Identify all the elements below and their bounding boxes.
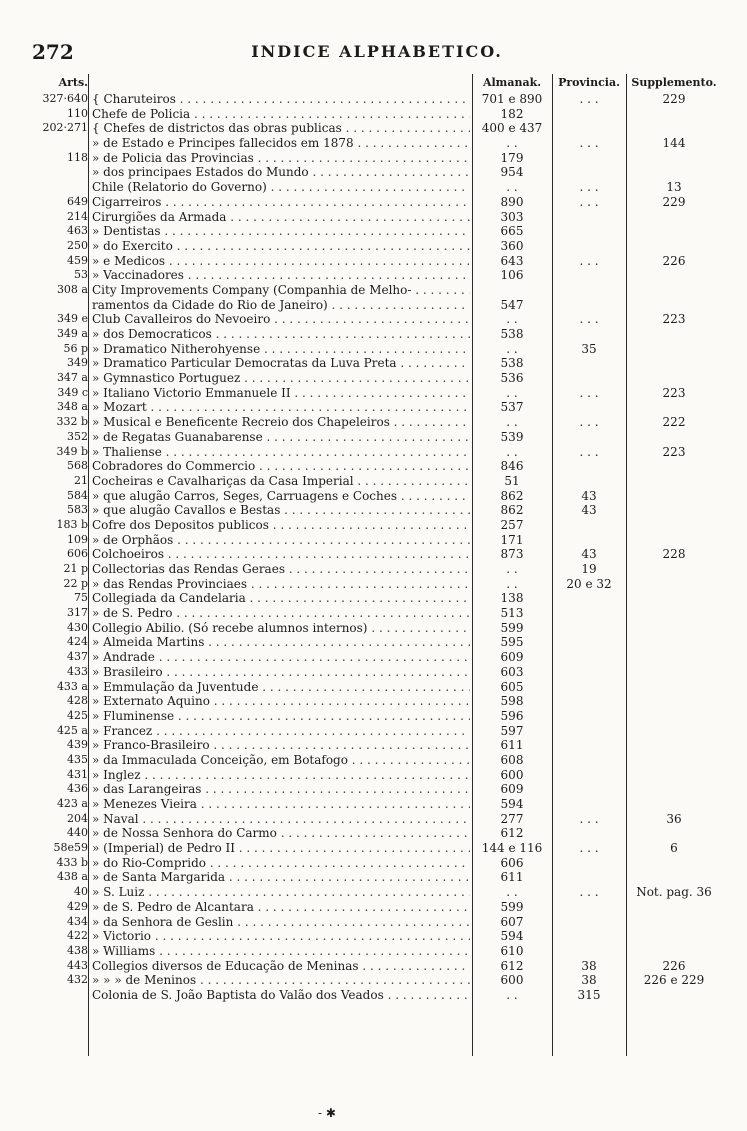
table-row xyxy=(30,797,720,812)
row-almanak-page: . . xyxy=(506,136,518,151)
row-art-number: 434 xyxy=(67,914,88,928)
column-header-almanak: Almanak. xyxy=(482,76,542,89)
table-row xyxy=(30,988,720,1003)
row-provincia-page: 43 xyxy=(581,547,597,562)
row-art-number: 110 xyxy=(67,106,88,120)
row-entry: Club Cavalleiros do Nevoeiro . . . xyxy=(92,312,470,327)
row-entry: Collectorias das Rendas Geraes . . . xyxy=(92,562,470,577)
row-almanak-page: 608 xyxy=(500,752,524,767)
row-art-number: 308 a xyxy=(56,282,88,296)
row-almanak-page: 643 xyxy=(500,253,524,268)
table-row xyxy=(30,224,720,239)
table-row xyxy=(30,489,720,504)
row-art-number: 440 xyxy=(67,826,88,840)
row-supplemento-page: 223 xyxy=(662,444,686,459)
table-row xyxy=(30,533,720,548)
table-row xyxy=(30,768,720,783)
row-entry: Collegio Abilio. (Só recebe alumnos internos) . . . xyxy=(92,621,470,636)
row-art-number: 352 xyxy=(67,429,88,443)
row-almanak-page: 701 e 890 xyxy=(481,92,543,106)
column-header-arts: Arts. xyxy=(58,76,88,89)
table-row xyxy=(30,885,720,900)
row-entry: » dos Democraticos . . . xyxy=(92,327,470,342)
row-art-number: 425 xyxy=(67,708,88,722)
table-row xyxy=(30,724,720,739)
row-art-number: 433 b xyxy=(56,855,88,869)
table-row xyxy=(30,856,720,871)
row-almanak-page: 606 xyxy=(500,855,524,870)
row-provincia-page: . . . xyxy=(579,885,599,900)
table-row xyxy=(30,577,720,592)
row-supplemento-page: 229 xyxy=(662,92,686,106)
row-almanak-page: . . xyxy=(506,562,518,576)
row-art-number: 428 xyxy=(67,694,88,708)
row-entry: » Andrade . . . xyxy=(92,650,470,665)
row-almanak-page: 603 xyxy=(500,664,524,679)
row-almanak-page: 873 xyxy=(500,547,524,562)
row-entry: » Dentistas . . . xyxy=(92,224,470,239)
row-provincia-page: 43 xyxy=(581,503,597,518)
row-supplemento-page: 13 xyxy=(666,180,682,195)
table-row xyxy=(30,665,720,680)
row-almanak-page: 609 xyxy=(500,782,524,797)
table-row xyxy=(30,400,720,415)
row-entry: » Menezes Vieira . . . xyxy=(92,797,470,812)
row-almanak-page: 51 xyxy=(504,473,520,488)
row-art-number: 649 xyxy=(67,194,88,208)
table-row xyxy=(30,973,720,988)
row-almanak-page: 598 xyxy=(500,694,524,709)
row-art-number: 436 xyxy=(67,782,88,796)
row-almanak-page: 600 xyxy=(500,973,524,988)
row-almanak-page: 609 xyxy=(500,650,524,665)
row-entry: » Almeida Martins . . . xyxy=(92,635,470,650)
table-row xyxy=(30,591,720,606)
row-provincia-page: . . . xyxy=(579,811,599,826)
table-row xyxy=(30,782,720,797)
table-row xyxy=(30,92,720,107)
row-entry: » e Medicos . . . xyxy=(92,254,470,269)
row-entry: » do Exercito . . . xyxy=(92,239,470,254)
table-row xyxy=(30,959,720,974)
row-entry: » das Larangeiras . . . xyxy=(92,782,470,797)
row-entry: » das Rendas Provinciaes . . . xyxy=(92,577,470,592)
row-entry: City Improvements Company (Companhia de Melho- . . . xyxy=(92,283,470,298)
table-row xyxy=(30,386,720,401)
row-art-number: 583 xyxy=(67,503,88,517)
table-row xyxy=(30,826,720,841)
row-almanak-page: 611 xyxy=(500,738,524,753)
row-entry: » Inglez . . . xyxy=(92,768,470,783)
row-art-number: 349 a xyxy=(56,327,88,340)
row-supplemento-page: 228 xyxy=(662,547,686,562)
row-entry: Collegios diversos de Educação de Meninas . . . xyxy=(92,959,470,974)
row-art-number: 438 a xyxy=(56,870,88,884)
row-provincia-page: . . . xyxy=(579,194,599,209)
row-art-number: 347 a xyxy=(56,371,88,385)
page-header xyxy=(32,40,722,66)
row-art-number: 118 xyxy=(67,150,88,164)
row-art-number: 250 xyxy=(67,238,88,252)
row-art-number: 422 xyxy=(67,929,88,943)
table-row xyxy=(30,107,720,122)
row-art-number: 430 xyxy=(67,620,88,634)
row-art-number: 568 xyxy=(67,459,88,473)
table-row xyxy=(30,430,720,445)
row-almanak-page: . . xyxy=(506,180,518,195)
row-provincia-page: . . . xyxy=(579,136,599,151)
table-row xyxy=(30,753,720,768)
row-entry: » de S. Pedro de Alcantara . . . xyxy=(92,900,470,915)
row-almanak-page: 538 xyxy=(500,356,524,371)
row-art-number: 425 a xyxy=(56,723,88,737)
column-header-supplemento: Supplemento. xyxy=(631,76,717,89)
row-art-number: 317 xyxy=(67,606,88,620)
table-row xyxy=(30,870,720,885)
row-almanak-page: 599 xyxy=(500,899,524,914)
row-entry: » Italiano Victorio Emmanuele II . . . xyxy=(92,386,470,401)
row-art-number: 21 p xyxy=(63,562,88,575)
row-almanak-page: . . xyxy=(506,444,518,459)
row-supplemento-page: Not. pag. 36 xyxy=(636,885,712,900)
row-provincia-page: . . . xyxy=(579,841,599,856)
table-row xyxy=(30,915,720,930)
row-art-number: 183 b xyxy=(56,517,88,531)
row-almanak-page: 596 xyxy=(500,708,524,723)
row-supplemento-page: 226 xyxy=(662,958,686,973)
row-entry: » (Imperial) de Pedro II . . . xyxy=(92,841,470,856)
row-entry: » Williams . . . xyxy=(92,944,470,959)
row-almanak-page: 138 xyxy=(500,591,524,606)
row-supplemento-page: 226 xyxy=(662,253,686,268)
row-almanak-page: 597 xyxy=(500,723,524,738)
row-art-number: 438 xyxy=(67,943,88,957)
table-row xyxy=(30,180,720,195)
row-almanak-page: 595 xyxy=(500,635,524,650)
row-entry: Cirurgiões da Armada . . . xyxy=(92,210,470,225)
row-almanak-page: 179 xyxy=(500,150,524,165)
row-entry: Chile (Relatorio do Governo) . . . xyxy=(92,180,470,195)
row-entry: » Musical e Beneficente Recreio dos Chapeleiros . . . xyxy=(92,415,470,430)
row-entry: » de Nossa Senhora do Carmo . . . xyxy=(92,826,470,841)
row-almanak-page: . . xyxy=(506,385,518,400)
table-row xyxy=(30,327,720,342)
table-row xyxy=(30,474,720,489)
table-row xyxy=(30,415,720,430)
table-row xyxy=(30,459,720,474)
table-row xyxy=(30,371,720,386)
row-entry: Cofre dos Depositos publicos . . . xyxy=(92,518,470,533)
row-entry: » que alugão Cavallos e Bestas . . . xyxy=(92,503,470,518)
row-supplemento-page: 223 xyxy=(662,312,686,327)
row-art-number: 53 xyxy=(74,268,88,282)
table-row xyxy=(30,621,720,636)
row-entry: » Gymnastico Portuguez . . . xyxy=(92,371,470,386)
row-almanak-page: . . xyxy=(506,885,518,900)
row-art-number: 435 xyxy=(67,752,88,766)
table-row xyxy=(30,841,720,856)
row-entry: » Emmulação da Juventude . . . xyxy=(92,680,470,695)
row-entry: » Vaccinadores . . . xyxy=(92,268,470,283)
table-row xyxy=(30,151,720,166)
row-almanak-page: . . xyxy=(506,341,518,356)
row-art-number: 21 xyxy=(74,473,88,487)
row-entry: Colonia de S. João Baptista do Valão dos Veados . . . xyxy=(92,988,470,1003)
row-almanak-page: 536 xyxy=(500,371,524,386)
table-row xyxy=(30,195,720,210)
row-supplemento-page: 144 xyxy=(662,136,686,151)
table-row xyxy=(30,268,720,283)
row-entry: » Fluminense . . . xyxy=(92,709,470,724)
table-row xyxy=(30,210,720,225)
table-row xyxy=(30,929,720,944)
row-almanak-page: . . xyxy=(506,987,518,1002)
row-art-number: 214 xyxy=(67,209,88,223)
row-almanak-page: 182 xyxy=(500,106,524,121)
row-provincia-page: 35 xyxy=(581,341,597,356)
table-row xyxy=(30,136,720,151)
row-art-number: 56 p xyxy=(63,341,88,355)
row-almanak-page: 610 xyxy=(500,943,524,958)
column-header-provincia: Provincia. xyxy=(558,76,620,89)
row-art-number: 75 xyxy=(74,591,88,605)
table-row xyxy=(30,503,720,518)
table-row xyxy=(30,635,720,650)
row-art-number: 432 xyxy=(67,973,88,987)
row-entry: » de Santa Margarida . . . xyxy=(92,870,470,885)
row-almanak-page: 599 xyxy=(500,620,524,635)
row-almanak-page: 360 xyxy=(500,238,524,253)
row-entry: » de Orphãos . . . xyxy=(92,533,470,548)
row-provincia-page: . . . xyxy=(579,385,599,400)
row-entry: » do Rio-Comprido . . . xyxy=(92,856,470,871)
row-almanak-page: 862 xyxy=(500,503,524,518)
row-almanak-page: . . xyxy=(506,576,518,591)
row-entry: » de Regatas Guanabarense . . . xyxy=(92,430,470,445)
row-art-number: 348 a xyxy=(56,400,88,414)
row-provincia-page: 20 e 32 xyxy=(566,576,612,591)
row-entry: » Mozart . . . xyxy=(92,400,470,415)
row-art-number: 429 xyxy=(67,899,88,913)
row-almanak-page: 277 xyxy=(500,811,524,826)
table-row xyxy=(30,738,720,753)
row-art-number: 606 xyxy=(67,547,88,561)
footer-mark: - ✱ xyxy=(318,1106,336,1120)
row-supplemento-page: 229 xyxy=(662,194,686,209)
table-row xyxy=(30,900,720,915)
row-entry: » da Immaculada Conceição, em Botafogo . . . xyxy=(92,753,470,768)
row-entry: » Francez . . . xyxy=(92,724,470,739)
row-almanak-page: 862 xyxy=(500,488,524,503)
row-art-number: 433 xyxy=(67,664,88,678)
table-row xyxy=(30,121,720,136)
table-row xyxy=(30,944,720,959)
row-art-number: 424 xyxy=(67,635,88,649)
row-almanak-page: 611 xyxy=(500,870,524,885)
row-entry: » Dramatico Nitherohyense . . . xyxy=(92,342,470,357)
row-art-number: 22 p xyxy=(63,576,88,590)
row-entry: Colchoeiros . . . xyxy=(92,547,470,562)
row-art-number: 40 xyxy=(74,885,88,899)
row-entry: Cocheiras e Cavalhariças da Casa Imperial . . . xyxy=(92,474,470,489)
table-row xyxy=(30,812,720,827)
row-art-number: 204 xyxy=(67,811,88,825)
row-almanak-page: 547 xyxy=(500,297,524,312)
row-art-number: 459 xyxy=(67,253,88,267)
row-entry: » Franco-Brasileiro . . . xyxy=(92,738,470,753)
row-entry: » Brasileiro . . . xyxy=(92,665,470,680)
row-entry: » de Estado e Principes fallecidos em 1878 . . . xyxy=(92,136,470,151)
row-art-number: 433 a xyxy=(56,679,88,693)
row-almanak-page: 605 xyxy=(500,679,524,694)
row-entry: » Thaliense . . . xyxy=(92,445,470,460)
index-table xyxy=(30,74,720,1003)
row-almanak-page: 890 xyxy=(500,194,524,209)
row-supplemento-page: 226 e 229 xyxy=(643,973,705,988)
row-art-number: 109 xyxy=(67,532,88,546)
row-entry: { Charuteiros . . . xyxy=(92,92,470,107)
row-provincia-page: 43 xyxy=(581,488,597,503)
row-almanak-page: 846 xyxy=(500,459,524,474)
row-art-number: 437 xyxy=(67,650,88,664)
row-art-number: 584 xyxy=(67,488,88,502)
row-supplemento-page: 223 xyxy=(662,385,686,400)
row-entry: » da Senhora de Geslin . . . xyxy=(92,915,470,930)
row-art-number: 349 e xyxy=(56,312,88,326)
row-almanak-page: 612 xyxy=(500,826,524,841)
page-number: 272 xyxy=(32,40,74,64)
row-provincia-page: 315 xyxy=(577,987,601,1002)
row-almanak-page: 607 xyxy=(500,914,524,929)
table-row xyxy=(30,283,720,298)
row-art-number: 332 b xyxy=(56,415,88,429)
table-row xyxy=(30,650,720,665)
row-entry: » S. Luiz . . . xyxy=(92,885,470,900)
row-almanak-page: 303 xyxy=(500,209,524,224)
table-row xyxy=(30,694,720,709)
table-row xyxy=(30,709,720,724)
row-almanak-page: 144 e 116 xyxy=(481,841,543,856)
row-provincia-page: . . . xyxy=(579,253,599,268)
row-almanak-page: . . xyxy=(506,312,518,327)
row-almanak-page: 594 xyxy=(500,797,524,811)
row-almanak-page: 171 xyxy=(500,532,524,547)
table-row xyxy=(30,562,720,577)
row-art-number: 327·640 xyxy=(42,92,88,105)
row-almanak-page: 594 xyxy=(500,929,524,944)
row-entry: » de Policia das Provincias . . . xyxy=(92,151,470,166)
table-row xyxy=(30,298,720,313)
row-entry: » Victorio . . . xyxy=(92,929,470,944)
row-art-number: 349 c xyxy=(57,385,88,399)
row-art-number: 463 xyxy=(67,224,88,238)
row-art-number: 349 b xyxy=(56,444,88,458)
row-art-number: 431 xyxy=(67,767,88,781)
row-entry: Chefe de Policia . . . xyxy=(92,107,470,122)
row-entry: Collegiada da Candelaria . . . xyxy=(92,591,470,606)
row-entry: » Dramatico Particular Democratas da Luva Preta . . . xyxy=(92,356,470,371)
table-row xyxy=(30,518,720,533)
row-entry: » de S. Pedro . . . xyxy=(92,606,470,621)
table-row xyxy=(30,312,720,327)
row-almanak-page: 600 xyxy=(500,767,524,782)
row-almanak-page: 612 xyxy=(500,958,524,973)
table-row xyxy=(30,165,720,180)
table-row xyxy=(30,606,720,621)
row-almanak-page: 400 e 437 xyxy=(481,121,543,136)
row-provincia-page: 38 xyxy=(581,958,597,973)
row-almanak-page: 257 xyxy=(500,517,524,532)
row-almanak-page: 538 xyxy=(500,327,524,341)
row-provincia-page: . . . xyxy=(579,444,599,459)
row-art-number: 349 xyxy=(67,356,88,370)
table-row xyxy=(30,680,720,695)
row-entry: { Chefes de districtos das obras publicas . . . xyxy=(92,121,470,136)
row-entry: Cigarreiros . . . xyxy=(92,195,470,210)
row-art-number: 58e59 xyxy=(53,841,88,855)
table-row xyxy=(30,239,720,254)
row-provincia-page: 38 xyxy=(581,973,597,988)
row-provincia-page: . . . xyxy=(579,312,599,327)
table-row xyxy=(30,445,720,460)
row-entry: » » » de Meninos . . . xyxy=(92,973,470,988)
table-row xyxy=(30,356,720,371)
row-almanak-page: 537 xyxy=(500,400,524,415)
row-almanak-page: 513 xyxy=(500,606,524,621)
row-entry: Cobradores do Commercio . . . xyxy=(92,459,470,474)
row-entry: » Externato Aquino . . . xyxy=(92,694,470,709)
table-row xyxy=(30,547,720,562)
row-provincia-page: . . . xyxy=(579,415,599,430)
row-provincia-page: . . . xyxy=(579,92,599,106)
row-almanak-page: 954 xyxy=(500,165,524,180)
row-entry: » que alugão Carros, Seges, Carruagens e Coches . . . xyxy=(92,489,470,504)
row-supplemento-page: 222 xyxy=(662,415,686,430)
row-art-number: 443 xyxy=(67,958,88,972)
row-entry: ramentos da Cidade do Rio de Janeiro) . . . xyxy=(92,298,470,313)
row-provincia-page: . . . xyxy=(579,180,599,195)
row-art-number: 439 xyxy=(67,738,88,752)
row-art-number: 423 a xyxy=(56,797,88,810)
row-supplemento-page: 36 xyxy=(666,811,682,826)
page-title: INDICE ALPHABETICO. xyxy=(251,42,503,61)
table-header-row xyxy=(30,74,720,92)
row-art-number: 202·271 xyxy=(42,121,88,135)
row-almanak-page: . . xyxy=(506,415,518,430)
row-provincia-page: 19 xyxy=(581,562,597,576)
row-almanak-page: 106 xyxy=(500,268,524,283)
row-entry: » Naval . . . xyxy=(92,812,470,827)
row-supplemento-page: 6 xyxy=(670,841,678,856)
row-almanak-page: 665 xyxy=(500,224,524,239)
table-row xyxy=(30,342,720,357)
table-row xyxy=(30,254,720,269)
row-almanak-page: 539 xyxy=(500,429,524,444)
row-entry: » dos principaes Estados do Mundo . . . xyxy=(92,165,470,180)
